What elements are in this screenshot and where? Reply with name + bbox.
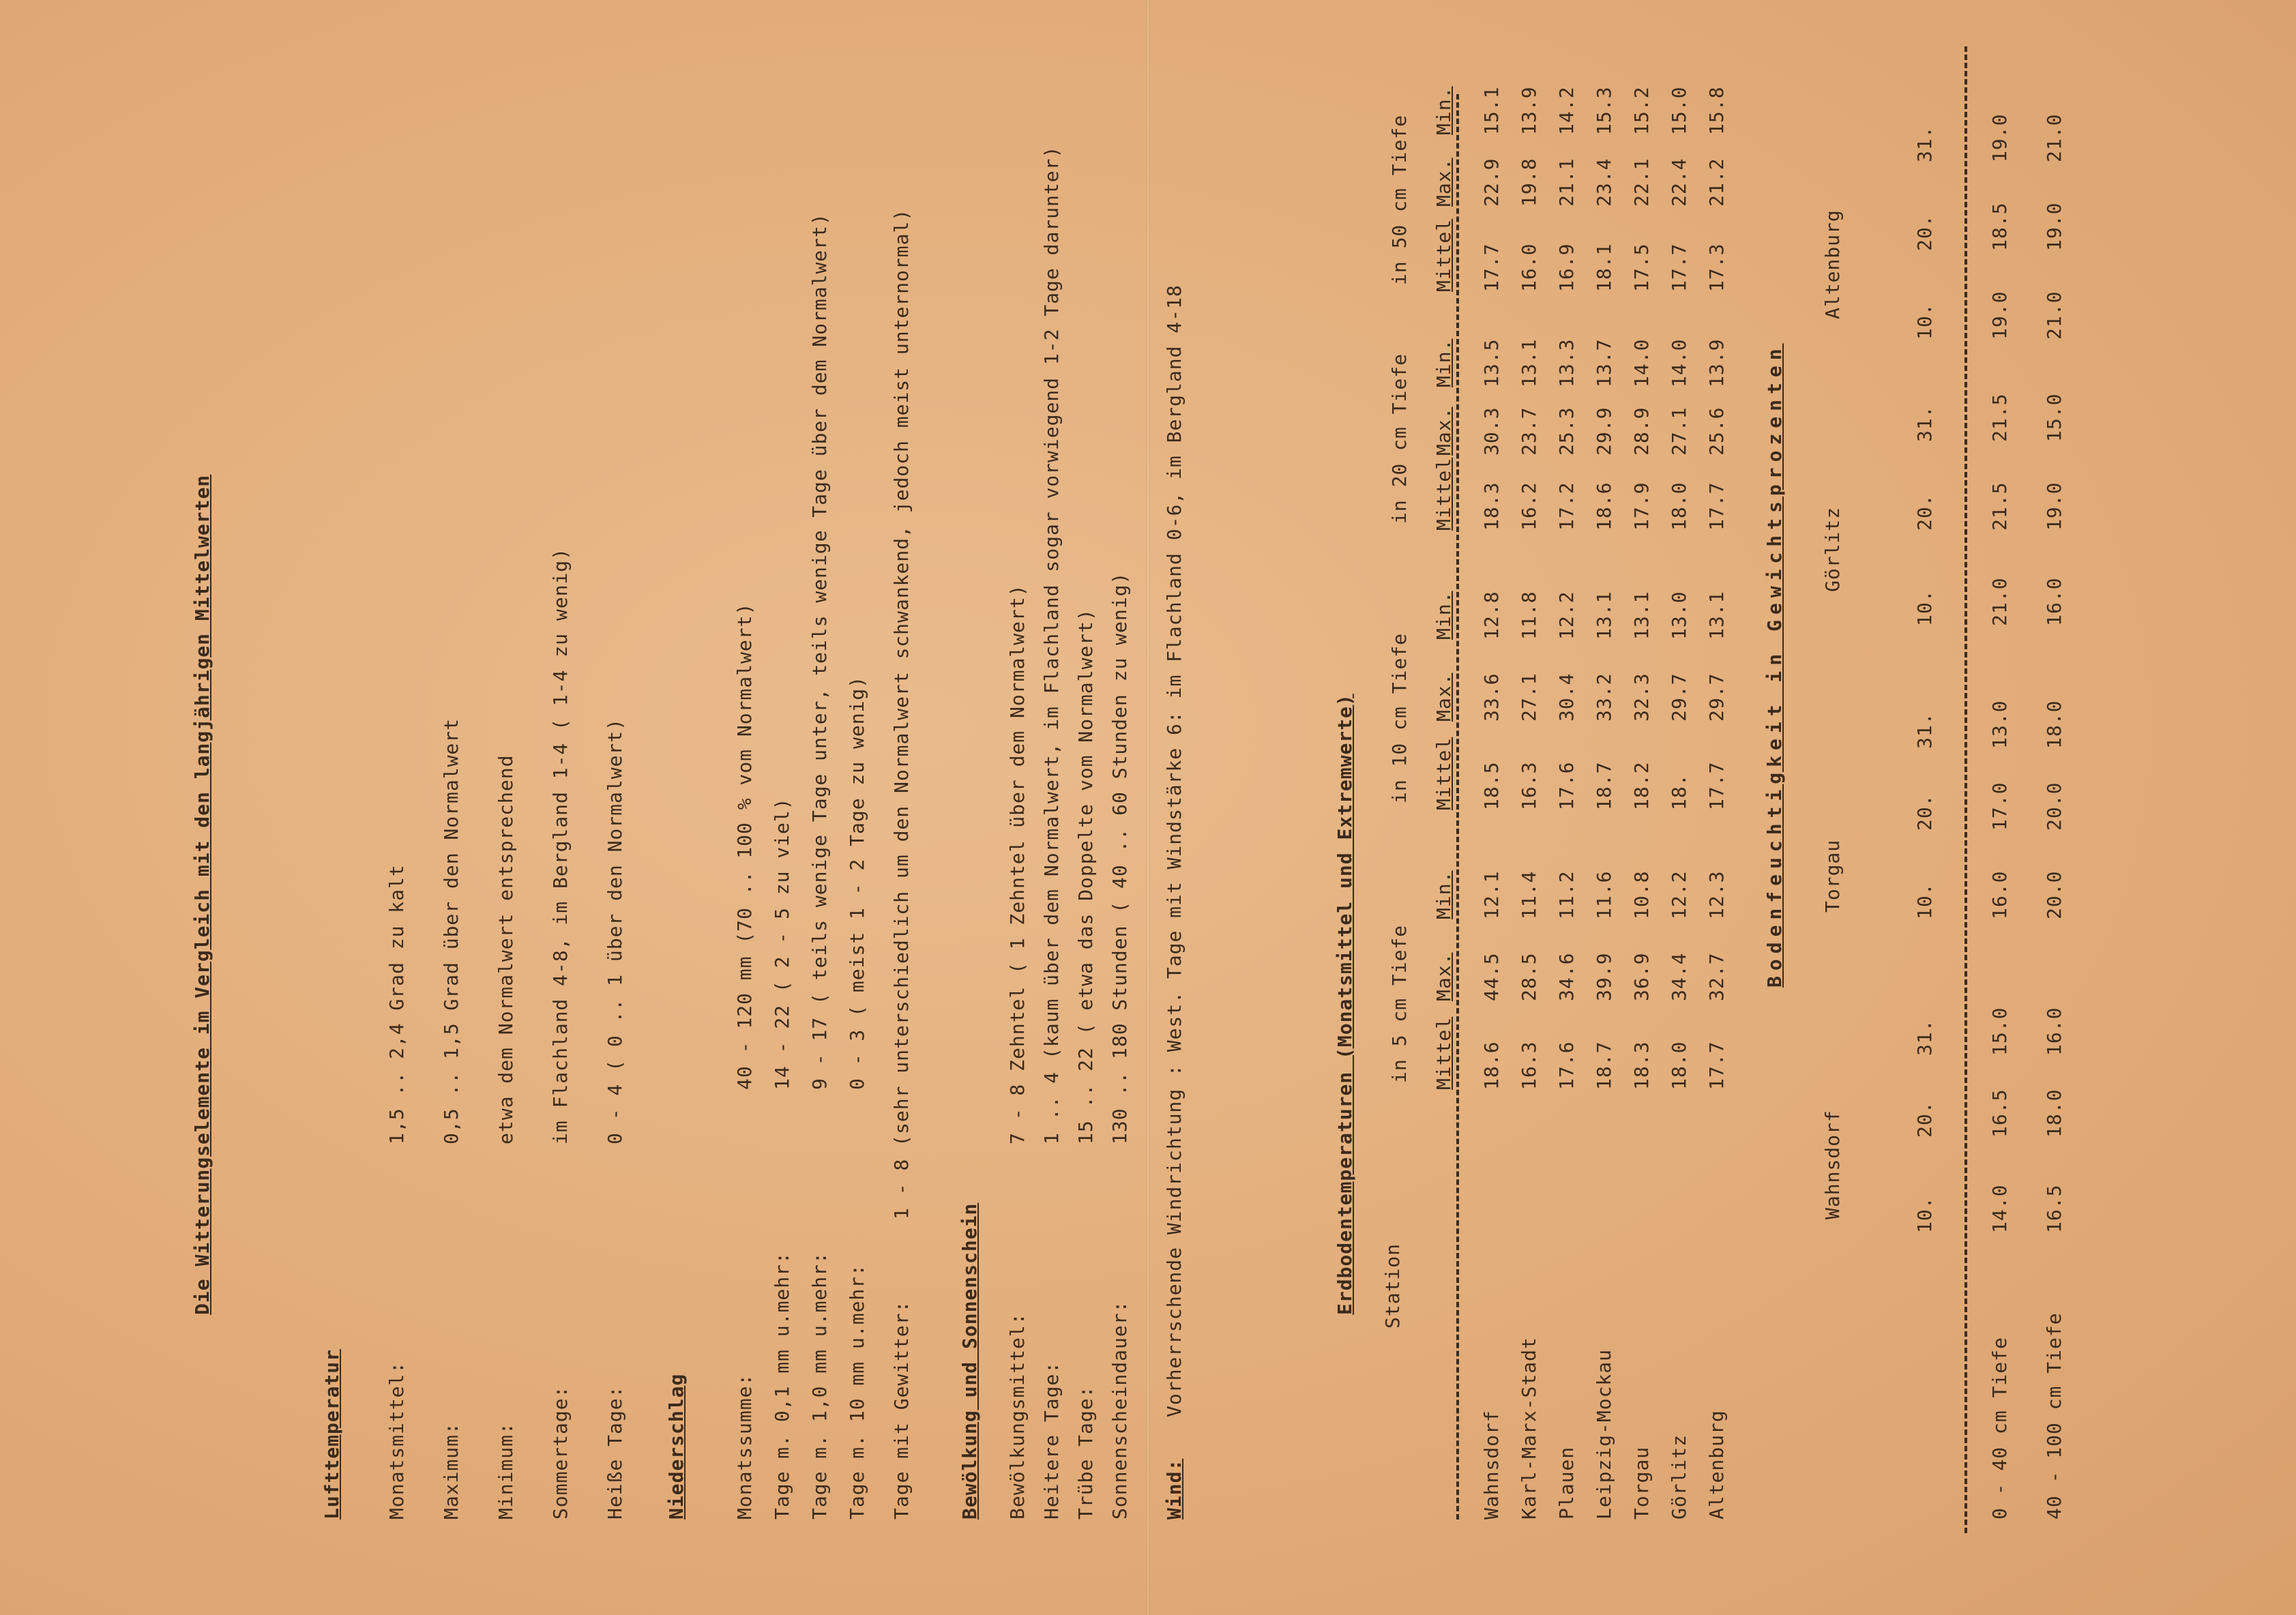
col-header-mittel: Mittel bbox=[1432, 1016, 1455, 1090]
luft-value: 0,5 .. 1,5 Grad über den Normalwert bbox=[440, 717, 462, 1144]
luft-label: Sommertage: bbox=[549, 1385, 572, 1520]
table-cell: 36.9 bbox=[1630, 952, 1653, 1001]
bewoelk-label: Trübe Tage: bbox=[1074, 1385, 1097, 1520]
table-cell: 16.0 bbox=[2043, 1007, 2065, 1056]
section-heading-niederschlag: Niederschlag bbox=[665, 1373, 688, 1520]
table-cell: 10.8 bbox=[1630, 870, 1653, 919]
table-cell: 19.0 bbox=[1988, 291, 2011, 340]
table-cell: 18.7 bbox=[1593, 761, 1615, 810]
table-cell: 18.1 bbox=[1593, 243, 1615, 292]
table-cell: 15.3 bbox=[1593, 86, 1615, 135]
bodenfeuchte-station-header: Wahnsdorf bbox=[1821, 1110, 1844, 1219]
section-heading-bewoelkung: Bewölkung und Sonnenschein bbox=[958, 1202, 981, 1520]
table-cell: 44.5 bbox=[1480, 952, 1503, 1001]
bodenfeuchte-station-header: Torgau bbox=[1821, 839, 1844, 913]
depth-header: in 10 cm Tiefe bbox=[1388, 632, 1411, 803]
table-cell: 16.3 bbox=[1518, 761, 1540, 810]
bewoelk-label: Heitere Tage: bbox=[1040, 1361, 1063, 1520]
table-cell: 13.1 bbox=[1630, 591, 1653, 640]
table-cell: 21.5 bbox=[1988, 481, 2011, 531]
depth-header: in 5 cm Tiefe bbox=[1388, 924, 1411, 1083]
table-cell: 18.0 bbox=[1668, 481, 1690, 531]
section-heading-wind: Wind: bbox=[1163, 1458, 1186, 1520]
nieder-value: 14 - 22 ( 2 - 5 zu viel) bbox=[771, 797, 793, 1090]
table-cell: 11.8 bbox=[1518, 591, 1540, 640]
station-name: Wahnsdorf bbox=[1480, 1410, 1503, 1520]
section-heading-erdboden: Erdbodentemperaturen (Monatsmittel und Extremwerte) bbox=[1334, 694, 1356, 1315]
bewoelk-value: 15 .. 22 ( etwa das Doppelte vom Normalwert) bbox=[1074, 608, 1097, 1144]
table-cell: 19.0 bbox=[1988, 113, 2011, 162]
bewoelk-value: 7 - 8 Zehntel ( 1 Zehntel über dem Normalwert) bbox=[1006, 584, 1029, 1144]
table-cell: 32.3 bbox=[1630, 672, 1653, 722]
luft-value: 1,5 .. 2,4 Grad zu kalt bbox=[385, 864, 408, 1144]
table-cell: 12.2 bbox=[1555, 591, 1578, 640]
table-cell: 15.8 bbox=[1705, 86, 1728, 135]
col-header-max: Max. bbox=[1432, 672, 1455, 722]
table-cell: 33.6 bbox=[1480, 672, 1503, 722]
table-cell: 13.0 bbox=[1668, 591, 1690, 640]
table-cell: 17.7 bbox=[1480, 243, 1503, 292]
table-cell: 13.5 bbox=[1480, 338, 1503, 387]
table-cell: 18.6 bbox=[1480, 1041, 1503, 1090]
table-cell: 23.4 bbox=[1593, 158, 1615, 207]
section-heading-lufttemperatur: Lufttemperatur bbox=[321, 1348, 343, 1520]
table-cell: 17.7 bbox=[1668, 243, 1690, 292]
nieder-value: 9 - 17 ( teils wenige Tage unter, teils wenige Tage über dem Normalwert) bbox=[808, 213, 831, 1090]
table-cell: 17.6 bbox=[1555, 761, 1578, 810]
day-header: 20. bbox=[1913, 1101, 1936, 1138]
table-cell: 15.0 bbox=[2043, 393, 2065, 442]
col-header-max: Max. bbox=[1432, 158, 1455, 207]
table-cell: 16.0 bbox=[1518, 243, 1540, 292]
station-column-header: Station bbox=[1381, 1243, 1404, 1329]
depth-header: in 20 cm Tiefe bbox=[1388, 353, 1411, 524]
nieder-value: 0 - 3 ( meist 1 - 2 Tage zu wenig) bbox=[846, 675, 868, 1090]
table-cell: 15.0 bbox=[1668, 86, 1690, 135]
table-cell: 21.0 bbox=[2043, 113, 2065, 162]
bodenfeuchte-station-header: Altenburg bbox=[1821, 209, 1844, 319]
table-cell: 11.2 bbox=[1555, 870, 1578, 919]
day-header: 31. bbox=[1913, 405, 1936, 442]
col-header-mittel: Mittel bbox=[1432, 218, 1455, 292]
station-name: Leipzig-Mockau bbox=[1593, 1348, 1615, 1520]
table-rule bbox=[1964, 46, 1967, 1533]
station-name: Karl-Marx-Stadt bbox=[1518, 1337, 1540, 1520]
table-cell: 17.5 bbox=[1630, 243, 1653, 292]
table-cell: 20.0 bbox=[2043, 870, 2065, 919]
luft-value: etwa dem Normalwert entsprechend bbox=[495, 754, 517, 1144]
table-cell: 18.0 bbox=[2043, 1088, 2065, 1138]
wind-text: Vorherrschende Windrichtung : West. Tage mit Windstärke 6: im Flachland 0-6, im Bergland 4-18 bbox=[1163, 284, 1186, 1417]
nieder-value: 1 - 8 (sehr unterschiedlich um den Normalwert schwankend, jedoch meist unternormal) bbox=[890, 208, 913, 1219]
nieder-label: Tage m. 1,0 mm u.mehr: bbox=[808, 1251, 831, 1520]
table-cell: 29.7 bbox=[1705, 672, 1728, 722]
nieder-label: Tage m. 0,1 mm u.mehr: bbox=[771, 1251, 793, 1520]
day-header: 20. bbox=[1913, 214, 1936, 251]
table-cell: 19.0 bbox=[2043, 481, 2065, 531]
table-cell: 17.7 bbox=[1705, 481, 1728, 531]
table-cell: 13.7 bbox=[1593, 338, 1615, 387]
col-header-mittel: Mittel bbox=[1432, 737, 1455, 810]
table-cell: 18.3 bbox=[1630, 1041, 1653, 1090]
table-cell: 11.6 bbox=[1593, 870, 1615, 919]
table-cell: 12.8 bbox=[1480, 591, 1503, 640]
bewoelk-value: 130 .. 180 Stunden ( 40 .. 60 Stunden zu wenig) bbox=[1108, 572, 1131, 1144]
day-header: 31. bbox=[1913, 712, 1936, 749]
table-cell: 13.1 bbox=[1593, 591, 1615, 640]
table-cell: 33.2 bbox=[1593, 672, 1615, 722]
table-cell: 18.3 bbox=[1480, 481, 1503, 531]
table-cell: 17.7 bbox=[1705, 761, 1728, 810]
station-name: Altenburg bbox=[1705, 1410, 1728, 1520]
day-header: 10. bbox=[1913, 589, 1936, 626]
table-rule bbox=[1456, 94, 1459, 1520]
table-cell: 20.0 bbox=[2043, 782, 2065, 831]
bewoelk-value: 1 .. 4 (kaum über dem Normalwert, im Flachland sogar vorwiegend 1-2 Tage darunter) bbox=[1040, 145, 1063, 1144]
table-cell: 29.9 bbox=[1593, 406, 1615, 456]
table-cell: 16.2 bbox=[1518, 481, 1540, 531]
document-title: Die Witterungselemente im Vergleich mit den langjährigen Mittelwerten bbox=[191, 474, 214, 1315]
table-cell: 18.0 bbox=[1668, 1041, 1690, 1090]
col-header-min: Min. bbox=[1432, 870, 1455, 919]
station-name: Torgau bbox=[1630, 1446, 1653, 1520]
table-cell: 12.2 bbox=[1668, 870, 1690, 919]
table-cell: 21.0 bbox=[2043, 291, 2065, 340]
table-cell: 17.6 bbox=[1555, 1041, 1578, 1090]
nieder-label: Tage mit Gewitter: bbox=[890, 1300, 913, 1520]
table-cell: 13.1 bbox=[1705, 591, 1728, 640]
nieder-label: Monatssumme: bbox=[733, 1373, 756, 1520]
day-header: 31. bbox=[1913, 1019, 1936, 1056]
bodenfeuchte-station-header: Görlitz bbox=[1821, 506, 1844, 592]
luft-value: 0 - 4 ( 0 .. 1 über den Normalwert) bbox=[604, 717, 626, 1144]
table-cell: 28.9 bbox=[1630, 406, 1653, 456]
table-cell: 18.0 bbox=[2043, 700, 2065, 749]
table-cell: 15.0 bbox=[1988, 1007, 2011, 1056]
table-cell: 32.7 bbox=[1705, 952, 1728, 1001]
table-cell: 17.0 bbox=[1988, 782, 2011, 831]
day-header: 20. bbox=[1913, 494, 1936, 531]
table-cell: 16.0 bbox=[1988, 870, 2011, 919]
day-header: 20. bbox=[1913, 794, 1936, 831]
table-cell: 21.1 bbox=[1555, 158, 1578, 207]
day-header: 10. bbox=[1913, 1196, 1936, 1233]
luft-label: Minimum: bbox=[495, 1422, 517, 1520]
table-cell: 27.1 bbox=[1668, 406, 1690, 456]
table-cell: 30.3 bbox=[1480, 406, 1503, 456]
table-cell: 30.4 bbox=[1555, 672, 1578, 722]
col-header-max: Max. bbox=[1432, 406, 1455, 456]
day-header: 10. bbox=[1913, 883, 1936, 919]
depth-header: in 50 cm Tiefe bbox=[1388, 114, 1411, 285]
station-name: Plauen bbox=[1555, 1446, 1578, 1520]
table-cell: 14.0 bbox=[1988, 1184, 2011, 1233]
table-cell: 18.6 bbox=[1593, 481, 1615, 531]
table-cell: 17.7 bbox=[1705, 1041, 1728, 1090]
table-cell: 22.9 bbox=[1480, 158, 1503, 207]
table-cell: 11.4 bbox=[1518, 870, 1540, 919]
table-cell: 16.3 bbox=[1518, 1041, 1540, 1090]
luft-value: im Flachland 4-8, im Bergland 1-4 ( 1-4 zu wenig) bbox=[549, 547, 572, 1144]
table-cell: 22.4 bbox=[1668, 158, 1690, 207]
table-cell: 13.0 bbox=[1988, 700, 2011, 749]
bewoelk-label: Sonnenscheindauer: bbox=[1108, 1300, 1131, 1520]
table-cell: 16.5 bbox=[2043, 1184, 2065, 1233]
table-cell: 23.7 bbox=[1518, 406, 1540, 456]
depth-row-label: 40 - 100 cm Tiefe bbox=[2043, 1312, 2065, 1520]
luft-label: Monatsmittel: bbox=[385, 1361, 408, 1520]
nieder-label: Tage m. 10 mm u.mehr: bbox=[846, 1263, 868, 1520]
table-cell: 27.1 bbox=[1518, 672, 1540, 722]
table-cell: 19.0 bbox=[2043, 202, 2065, 251]
table-cell: 15.1 bbox=[1480, 86, 1503, 135]
table-cell: 14.2 bbox=[1555, 86, 1578, 135]
table-cell: 12.1 bbox=[1480, 870, 1503, 919]
bewoelk-label: Bewölkungsmittel: bbox=[1006, 1312, 1029, 1520]
table-cell: 15.2 bbox=[1630, 86, 1653, 135]
station-name: Görlitz bbox=[1668, 1434, 1690, 1520]
table-cell: 21.0 bbox=[1988, 577, 2011, 626]
table-cell: 18.5 bbox=[1480, 761, 1503, 810]
table-cell: 18.5 bbox=[1988, 202, 2011, 251]
day-header: 10. bbox=[1913, 303, 1936, 340]
table-cell: 39.9 bbox=[1593, 952, 1615, 1001]
table-cell: 16.5 bbox=[1988, 1088, 2011, 1138]
nieder-value: 40 - 120 mm (70 .. 100 % vom Normalwert) bbox=[733, 602, 756, 1090]
col-header-min: Min. bbox=[1432, 591, 1455, 640]
depth-row-label: 0 - 40 cm Tiefe bbox=[1988, 1337, 2011, 1520]
day-header: 31. bbox=[1913, 125, 1936, 162]
section-heading-bodenfeuchte: Bodenfeuchtigkeit in Gewichtsprozenten bbox=[1763, 343, 1786, 988]
table-cell: 13.9 bbox=[1705, 338, 1728, 387]
table-cell: 18.7 bbox=[1593, 1041, 1615, 1090]
table-cell: 13.3 bbox=[1555, 338, 1578, 387]
table-cell: 16.9 bbox=[1555, 243, 1578, 292]
table-cell: 13.9 bbox=[1518, 86, 1540, 135]
table-cell: 22.1 bbox=[1630, 158, 1653, 207]
table-cell: 34.4 bbox=[1668, 952, 1690, 1001]
table-cell: 17.2 bbox=[1555, 481, 1578, 531]
luft-label: Heiße Tage: bbox=[604, 1385, 626, 1520]
table-cell: 28.5 bbox=[1518, 952, 1540, 1001]
col-header-mittel: Mittel bbox=[1432, 457, 1455, 531]
table-cell: 19.8 bbox=[1518, 158, 1540, 207]
col-header-min: Min. bbox=[1432, 86, 1455, 135]
table-cell: 14.0 bbox=[1668, 338, 1690, 387]
table-cell: 25.6 bbox=[1705, 406, 1728, 456]
table-cell: 12.3 bbox=[1705, 870, 1728, 919]
table-cell: 17.9 bbox=[1630, 481, 1653, 531]
table-cell: 21.5 bbox=[1988, 393, 2011, 442]
table-cell: 14.0 bbox=[1630, 338, 1653, 387]
luft-label: Maximum: bbox=[440, 1422, 462, 1520]
col-header-min: Min. bbox=[1432, 338, 1455, 387]
table-cell: 25.3 bbox=[1555, 406, 1578, 456]
table-cell: 34.6 bbox=[1555, 952, 1578, 1001]
table-cell: 13.1 bbox=[1518, 338, 1540, 387]
table-cell: 18.2 bbox=[1630, 761, 1653, 810]
table-cell: 16.0 bbox=[2043, 577, 2065, 626]
table-cell: 29.7 bbox=[1668, 672, 1690, 722]
col-header-max: Max. bbox=[1432, 952, 1455, 1001]
table-cell: 21.2 bbox=[1705, 158, 1728, 207]
table-cell: 18. bbox=[1668, 773, 1690, 810]
table-cell: 17.3 bbox=[1705, 243, 1728, 292]
